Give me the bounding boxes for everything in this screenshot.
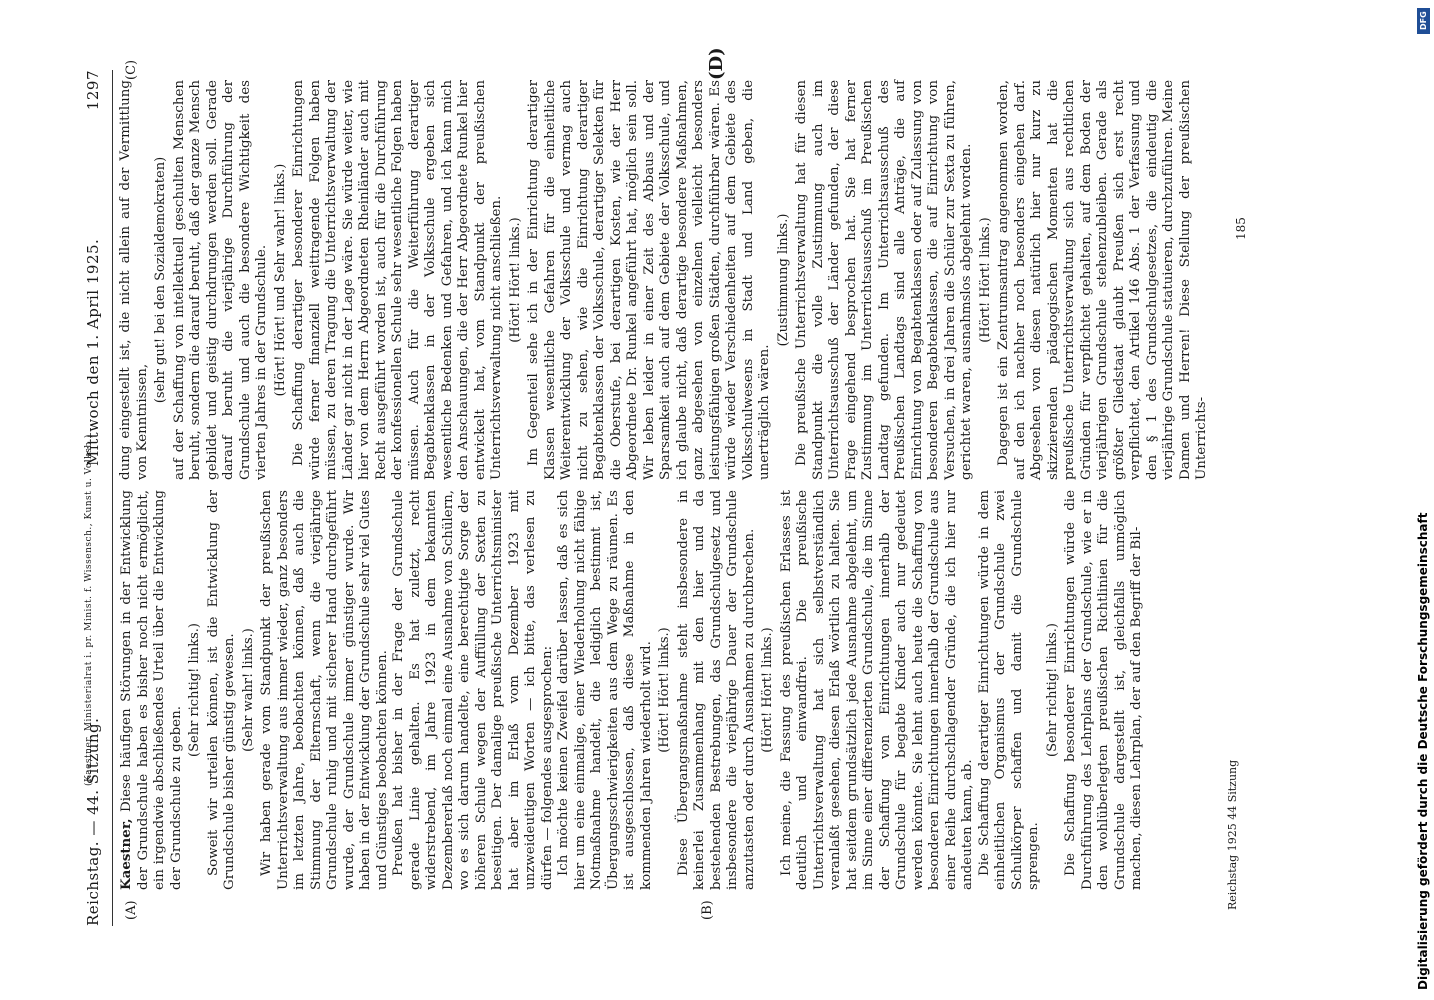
interjection: (Sehr richtig! links.) — [187, 623, 202, 757]
margin-letter-c: (C) — [124, 59, 139, 80]
quoted-paragraph: Diese Übergangsmaßnahme steht insbesondere in keinerlei Zusammenhang mit den hier und da bestehenden Bestrebungen, das Grundschulgesetz und insbesondere die vierjährige Dauer der Grundschule anzutasten oder durch Ausnahmen zu durchbrechen. — [675, 490, 757, 890]
interjection: (Hört! Hört! und Sehr wahr! links.) — [272, 163, 288, 397]
speech-paragraph: auf der Schaffung von intellektuell geschulten Menschen beruht, sondern die darauf beruht, daß der ganze Mensch gebildet und geistig durchdrungen werden soll. Gerade darauf beruht die vierjährige Durchführung der Grundschule und auch die besondere Wichtigkeit des vierten Jahres in der Grundschule. — [171, 80, 269, 480]
interjection: (Hört! Hört! links.) — [760, 627, 775, 753]
header-subtitle: (Kaestner, Ministerialrat i. pr. Minist. f. Wissensch., Kunst u. Volksb.) — [84, 434, 94, 786]
speech-paragraph: Die preußische Unterrichtsverwaltung hat für diesen Standpunkt die volle Zustimmung auch im Unterrichtsausschuß der Länder gefunden, der diese Frage eingehend besprochen hat. Sie hat ferner Zustimmung im Unterrichtsausschuß im Preußischen Landtag gefunden. Im Unterrichtsausschuß des Preußischen Landtags sind alle Anträge, die auf Einrichtung von Begabtenklassen oder auf Zulassung von besonderen Begabtenklassen, die auf Einrichtung von Versuchen, in drei Jahren die Schüler zur Sexta zu führen, gerichtet waren, ausnahmslos abgelehnt worden. — [794, 80, 974, 480]
quoted-paragraph: Ich möchte keinen Zweifel darüber lassen, daß es sich hier um eine einmalige, einer Wiederholung nicht fähige Notmaßnahme handelt, die lediglich bestimmt ist, Übergangsschwierigkeiten aus dem Wege zu räumen. Es ist ausgeschlossen, daß diese Maßnahme in den kommenden Jahren wiederholt wird. — [556, 490, 654, 890]
interjection: (Hört! Hört! links.) — [507, 217, 523, 343]
interjection: (Sehr wahr! links.) — [240, 628, 256, 752]
interjection: (sehr gut! bei den Sozialdemokraten) — [153, 156, 168, 404]
page-header — [84, 70, 110, 926]
speech-paragraph: Wir haben gerade vom Standpunkt der preußischen Unterrichtsverwaltung aus immer wieder, ganz besonders im letzten Jahre, beobachten können, daß auch die Stimmung der Elternschaft, wenn die vierjährige Grundschule ruhig und mit sicherer Hand durchgeführt wurde, der Grundschule immer günstiger wurde. Wir haben in der Entwicklung der Grundschule sehr viel Gutes und Günstiges beobachten können. — [259, 490, 390, 890]
speech-paragraph: dung eingestellt ist, die nicht allein auf der Vermittlung von Kenntnissen, — [118, 80, 150, 480]
margin-letter-b: (B) — [700, 900, 715, 920]
speech-paragraph: Die Schaffung derartiger Einrichtungen würde in dem einheitlichen Organismus der Grundschule zwei Schulkörper schaffen und damit die Grundschule sprengen. — [976, 490, 1041, 890]
dfg-logo: DFG — [1417, 8, 1430, 34]
right-column — [118, 80, 1211, 480]
speech-paragraph: Die Schaffung besonderer Einrichtungen würde die Durchführung des Lehrplans der Grundschule, wie er in den wohlüberlegten preußischen Richtlinien für die Grundschule dargestellt ist, gleichfalls unmöglich machen, diesen Lehrplan, der auf den Begriff der Bil- — [1063, 490, 1144, 890]
speech-paragraph: Die Schaffung derartiger besonderer Einrichtungen würde ferner finanziell weittragende Folgen haben müssen, zu deren Tragung die Unterrichtsverwaltung der Länder gar nicht in der Lage wäre. Sie würde weiter, wie hier von dem Herrn Abgeordneten Rheinländer auch mit Recht ausgeführt worden ist, auch für die Durchführung der konfessionellen Schule sehr wesentliche Folgen haben müssen. Auch für die Weiterführung derartiger Begabtenklassen in der Volksschule ergeben sich wesentliche Bedenken und Gefahren, und ich kann mich den Anschauungen, die der Herr Abgeordnete Runkel hier entwickelt hat, vom Standpunkt der preußischen Unterrichtsverwaltung nicht anschließen. — [291, 80, 504, 480]
interjection: (Sehr richtig! links.) — [1044, 623, 1060, 757]
interjection: (Hört! Hört! links.) — [657, 627, 672, 753]
digitization-credit: Digitalisierung gefördert durch die Deutsche Forschungsgemeinschaft — [1416, 512, 1430, 990]
speech-paragraph: Ich meine, die Fassung des preußischen Erlasses ist deutlich und einwandfrei. Die preußische Unterrichtsverwaltung hat sich selbstverständlich veranlaßt gesehen, diesen Erlaß wörtlich zu halten. Sie hat seitdem grundsätzlich jede Ausnahme abgelehnt, um im Sinne einer differenzierten Grundschule, die im Sinne der Schaffung von Einrichtungen innerhalb der Grundschule für begabte Kinder auch nur gedeutet werden könnte. Sie lehnt auch heute die Schaffung von besonderen Einrichtungen innerhalb der Grundschule aus einer Reihe durchschlagender Gründe, die ich hier nur andeuten kann, ab. — [778, 490, 975, 890]
interjection: (Zustimmung links.) — [775, 213, 791, 347]
left-column — [118, 490, 1146, 890]
margin-letter-d: (D) — [706, 47, 727, 80]
interjection: (Hört! Hört! links.) — [977, 217, 993, 343]
speech-paragraph: Soweit wir urteilen können, ist die Entwicklung der Grundschule bisher günstig gewesen. — [205, 490, 237, 890]
speech-paragraph: Dagegen ist ein Zentrumsantrag angenommen worden, auf den ich nachher noch besonders eingehen darf. Abgesehen von diesen natürlich hier nur kurz zu skizzierenden pädagogischen Momenten hat die preußische Unterrichtsverwaltung sich aus rechtlichen Gründen für verpflichtet gehalten, auf dem Boden der vierjährigen Grundschule stehenzubleiben. Gerade als größter Gliedstaat glaubt Preußen sich erst recht verpflichtet, den Artikel 146 Abs. 1 der Verfassung und den § 1 des Grundschulgesetzes, die eindeutig die vierjährige Grundschule statuieren, durchzuführen. Meine Damen und Herren! Diese Stellung der preußischen Unterrichts- — [996, 80, 1209, 480]
header-left: Reichstag. — 44. Sitzung. — [84, 717, 102, 926]
footer-left: Reichstag 1925 44 Sitzung — [1226, 759, 1239, 910]
header-date: Mittwoch den 1. April 1925. — [84, 238, 102, 466]
speech-paragraph: Im Gegenteil sehe ich in der Einrichtung derartiger Klassen wesentliche Gefahren für die einheitliche Weiterentwicklung der Volksschule und vermag auch nicht zu sehen, wie die Einrichtung derartiger Begabtenklassen der Volksschule, derartiger Selekten für die Oberstufe, bei derartigen Kosten, wie der Herr Abgeordnete Dr. Runkel angeführt hat, möglich sein soll. Wir leben leider in einer Zeit des Abbaus und der Sparsamkeit auch auf dem Gebiete der Volksschule, und ich glaube nicht, daß derartige besondere Maßnahmen, ganz abgesehen von einzelnen vielleicht besonders leistungsfähigen großen Städten, durchführbar wären. Es würde wieder Verschiedenheiten auf dem Gebiete des Volksschulwesens in Stadt und Land geben, die unerträglich wären. — [526, 80, 772, 480]
speech-paragraph — [118, 490, 185, 890]
footer-page-signature: 185 — [1234, 217, 1248, 240]
speaker-name: Kaestner, — [118, 818, 134, 890]
header-rule — [112, 70, 113, 926]
speech-paragraph: Preußen hat bisher in der Frage der Grundschule gerade Linie gehalten. Es hat zuletzt, recht widerstrebend, im Jahre 1923 in dem bekannten Dezembererlaß noch einmal eine Ausnahme von Schülern, wo es sich darum handelte, eine berechtigte Sorge der höheren Schule wegen der Auffüllung der Sexten zu beseitigen. Der damalige preußische Unterrichtsminister hat aber im Erlaß vom Dezember 1923 mit unzweideutigen Worten — ich bitte, das verlesen zu dürfen — folgendes ausgesprochen: — [391, 490, 555, 890]
margin-letter-a: (A) — [124, 900, 139, 920]
page-number: 1297 — [84, 70, 102, 111]
paragraph-text: Diese häufigen Störungen in der Entwicklung der Grundschule haben es bisher noch nicht ermöglicht, ein irgendwie abschließendes Urteil über die Entwicklung der Grundschule zu geben. — [119, 490, 184, 890]
